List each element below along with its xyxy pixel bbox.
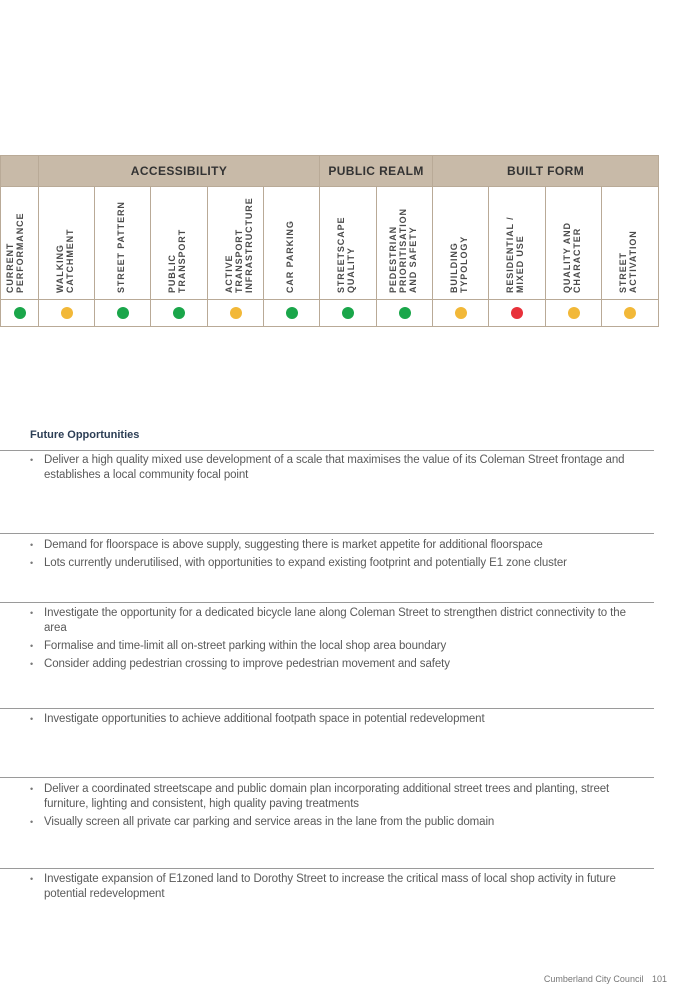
- column-label: STREETSCAPE QUALITY: [336, 216, 357, 293]
- column-header: [602, 187, 659, 300]
- column-header: [489, 187, 546, 300]
- rating-dot-amber: [230, 307, 242, 319]
- page-footer: [538, 974, 667, 984]
- assessment-matrix: [0, 155, 658, 326]
- opportunity-item: • Investigate the opportunity for a dedicated bicycle lane along Coleman Street to strengthen district connectivity to the area: [30, 606, 650, 636]
- opportunity-list: [30, 453, 650, 486]
- column-header: [151, 187, 208, 300]
- rating-cell: [1, 300, 39, 327]
- section-divider: [0, 777, 654, 778]
- rating-dot-amber: [624, 307, 636, 319]
- rating-cell: [151, 300, 208, 327]
- opportunity-list: [30, 872, 650, 905]
- rating-dot-green: [14, 307, 26, 319]
- rating-dot-green: [342, 307, 354, 319]
- rating-cell: [264, 300, 320, 327]
- rating-dot-amber: [61, 307, 73, 319]
- group-header-public-realm: PUBLIC REALM: [320, 156, 433, 187]
- section-divider: [0, 533, 654, 534]
- column-header: [377, 187, 433, 300]
- opportunity-item: • Demand for floorspace is above supply, suggesting there is market appetite for additional floorspace: [30, 538, 650, 553]
- assessment-table: [0, 155, 659, 327]
- column-header: [39, 187, 95, 300]
- rating-dot-green: [117, 307, 129, 319]
- future-opportunities-heading: Future Opportunities: [30, 429, 140, 441]
- column-header: [433, 187, 489, 300]
- rating-dot-amber: [568, 307, 580, 319]
- rating-cell: [377, 300, 433, 327]
- rating-dot-green: [399, 307, 411, 319]
- opportunity-item: • Deliver a high quality mixed use development of a scale that maximises the value of its Coleman Street frontage and establishes a local community focal point: [30, 453, 650, 483]
- column-label: RESIDENTIAL / MIXED USE: [505, 216, 526, 293]
- column-label: BUILDING TYPOLOGY: [448, 235, 469, 293]
- rating-cell: [546, 300, 602, 327]
- group-header-performance: [1, 156, 39, 187]
- column-label: WALKING CATCHMENT: [54, 228, 75, 293]
- column-label: ACTIVE TRANSPORT INFRASTRUCTURE: [223, 197, 254, 293]
- rating-cell: [602, 300, 659, 327]
- opportunity-item: • Lots currently underutilised, with opportunities to expand existing footprint and potentially E1 zone cluster: [30, 556, 650, 571]
- rating-cell: [208, 300, 264, 327]
- column-label: CAR PARKING: [284, 220, 295, 293]
- rating-cell: [489, 300, 546, 327]
- rating-dot-red: [511, 307, 523, 319]
- column-label: QUALITY AND CHARACTER: [561, 222, 582, 293]
- rating-cell: [433, 300, 489, 327]
- section-divider: [0, 450, 654, 451]
- opportunity-list: [30, 538, 650, 574]
- column-label: STREET PATTERN: [115, 201, 126, 293]
- opportunity-list: [30, 606, 650, 675]
- column-header: [1, 187, 39, 300]
- opportunity-item: • Investigate expansion of E1zoned land to Dorothy Street to increase the critical mass of local shop activity in future potential redevelopment: [30, 872, 650, 902]
- column-header: [95, 187, 151, 300]
- opportunity-item: • Consider adding pedestrian crossing to improve pedestrian movement and safety: [30, 657, 650, 672]
- section-divider: [0, 708, 654, 709]
- column-label: PUBLIC TRANSPORT: [167, 228, 187, 293]
- rating-dot-amber: [455, 307, 467, 319]
- opportunity-item: • Visually screen all private car parking and service areas in the lane from the public domain: [30, 815, 650, 830]
- group-header-accessibility: ACCESSIBILITY: [39, 156, 320, 187]
- column-header: [320, 187, 377, 300]
- publisher-name: Cumberland City Council: [543, 974, 644, 984]
- column-label: STREET ACTIVATION: [618, 230, 639, 293]
- column-header: [546, 187, 602, 300]
- section-divider: [0, 602, 654, 603]
- rating-dot-green: [286, 307, 298, 319]
- rating-dot-green: [173, 307, 185, 319]
- rating-cell: [95, 300, 151, 327]
- group-header-built-form: BUILT FORM: [433, 156, 659, 187]
- column-label: PEDESTRIAN PRIORITISATION AND SAFETY: [387, 208, 418, 293]
- column-header: [264, 187, 320, 300]
- opportunity-list: [30, 782, 650, 833]
- opportunity-list: [30, 712, 650, 730]
- opportunity-item: • Deliver a coordinated streetscape and public domain plan incorporating additional street trees and planting, street furniture, lighting and consistent, high quality paving treatments: [30, 782, 650, 812]
- opportunity-item: • Formalise and time-limit all on-street parking within the local shop area boundary: [30, 639, 650, 654]
- rating-cell: [39, 300, 95, 327]
- column-label: CURRENT PERFORMANCE: [5, 212, 25, 293]
- rating-cell: [320, 300, 377, 327]
- opportunity-item: • Investigate opportunities to achieve additional footpath space in potential redevelopment: [30, 712, 650, 727]
- section-divider: [0, 868, 654, 869]
- column-header: [208, 187, 264, 300]
- page-number: 101: [651, 974, 667, 984]
